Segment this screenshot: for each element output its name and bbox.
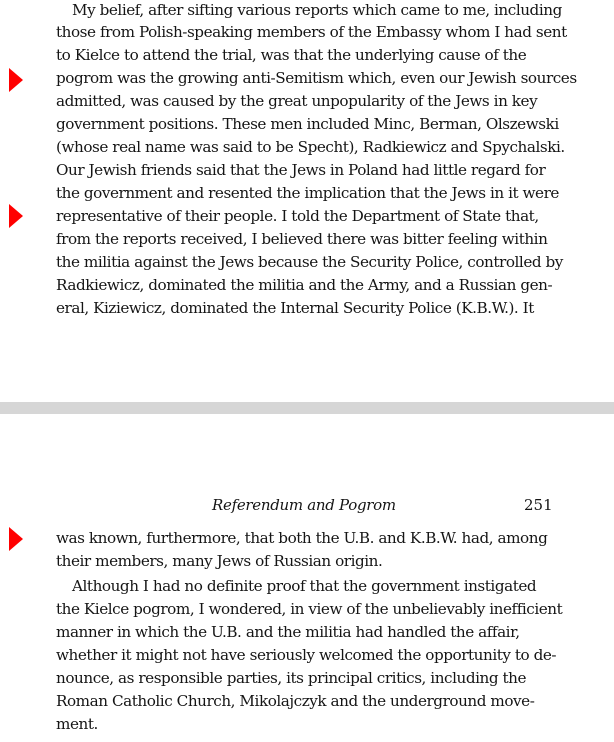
text-line: manner in which the U.B. and the militia had handled the affair, bbox=[56, 623, 520, 641]
text-line: nounce, as responsible parties, its principal critics, including the bbox=[56, 669, 527, 687]
text-line: government positions. These men included Minc, Berman, Olszewski bbox=[56, 115, 559, 133]
red-arrow-marker-icon bbox=[9, 68, 23, 92]
text-line: admitted, was caused by the great unpopularity of the Jews in key bbox=[56, 92, 538, 110]
text-line: their members, many Jews of Russian origin. bbox=[56, 552, 383, 570]
red-arrow-marker-icon bbox=[9, 204, 23, 228]
page-separator bbox=[0, 402, 614, 414]
text-line: eral, Kiziewicz, dominated the Internal Security Police (K.B.W.). It bbox=[56, 299, 534, 317]
text-line: those from Polish-speaking members of the Embassy whom I had sent bbox=[56, 23, 567, 41]
running-head: Referendum and Pogrom bbox=[212, 496, 396, 514]
text-line: (whose real name was said to be Specht), Radkiewicz and Spychalski. bbox=[56, 138, 565, 156]
text-line: was known, furthermore, that both the U.B. and K.B.W. had, among bbox=[56, 529, 548, 547]
red-arrow-marker-icon bbox=[9, 527, 23, 551]
text-line: Although I had no definite proof that the government instigated bbox=[72, 577, 537, 595]
text-line: the Kielce pogrom, I wondered, in view of the unbelievably inefficient bbox=[56, 600, 563, 618]
text-line: pogrom was the growing anti-Semitism which, even our Jewish sources bbox=[56, 69, 577, 87]
text-line: the government and resented the implication that the Jews in it were bbox=[56, 184, 559, 202]
page-number: 251 bbox=[524, 496, 553, 514]
text-line: representative of their people. I told the Department of State that, bbox=[56, 207, 539, 225]
text-line: from the reports received, I believed there was bitter feeling within bbox=[56, 230, 548, 248]
text-line: ment. bbox=[56, 715, 98, 733]
text-line: whether it might not have seriously welcomed the opportunity to de- bbox=[56, 646, 557, 664]
text-line: Our Jewish friends said that the Jews in Poland had little regard for bbox=[56, 161, 546, 179]
text-line: Roman Catholic Church, Mikolajczyk and the underground move- bbox=[56, 692, 535, 710]
text-line: the militia against the Jews because the Security Police, controlled by bbox=[56, 253, 563, 271]
text-line: My belief, after sifting various reports which came to me, including bbox=[72, 1, 562, 19]
text-line: to Kielce to attend the trial, was that the underlying cause of the bbox=[56, 46, 527, 64]
text-line: Radkiewicz, dominated the militia and the Army, and a Russian gen- bbox=[56, 276, 553, 294]
